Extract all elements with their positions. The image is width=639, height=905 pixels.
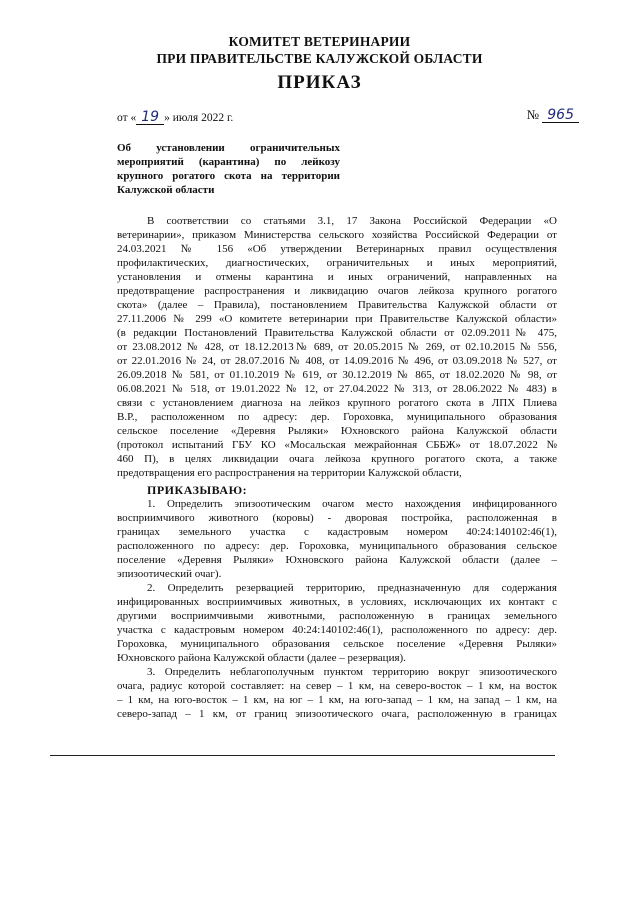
item-line: эпизоотический очаг). (117, 568, 222, 580)
item-line: северо-запад – 1 км, от границ эпизоотического очага, расположенную в границах (117, 708, 557, 720)
preamble-line: скота» (далее – Правила), постановлением Правительства Калужской области от (117, 299, 557, 311)
subject-line: Калужской области (117, 184, 215, 196)
item-line: 1. Определить эпизоотическим очагом место нахождения инфицированного (147, 498, 557, 510)
subject-line: крупного рогатого скота на территории (117, 170, 340, 182)
preamble-line: (протокол испытаний ГБУ КО «Мосальская межрайонная СББЖ» от 18.07.2022 № (117, 439, 557, 451)
item-line: поселение «Деревня Рыляки» Юхновского района Калужской области (далее – (117, 554, 557, 566)
subject-line: Об установлении ограничительных (117, 142, 340, 154)
preamble (117, 214, 557, 480)
order-number (527, 107, 579, 123)
committee-affiliation: ПРИ ПРАВИТЕЛЬСТВЕ КАЛУЖСКОЙ ОБЛАСТИ (156, 51, 483, 66)
document-title: ПРИКАЗ (277, 72, 362, 93)
preamble-line: предотвращение распространения и ликвидацию очагов лейкоза крупного рогатого (117, 285, 557, 297)
item-line: очага, радиус которой составляет: на север – 1 км, на северо-восток – 1 км, на восток (117, 680, 557, 692)
preamble-line: установления и отмены карантина и иных ограничений, направленных на (117, 271, 557, 283)
item-line: расположенного по адресу: дер. Гороховка, муниципального образования сельское (117, 540, 557, 552)
preamble-line: профилактических, диагностических, ограничительных и иных мероприятий, (117, 257, 557, 269)
preamble-line: от 22.01.2016 № 24, от 28.07.2016 № 408, от 14.09.2016 № 496, от 03.09.2018 № 527, от (117, 355, 557, 367)
order-item-2 (117, 581, 557, 665)
order-directive: ПРИКАЗЫВАЮ: (147, 483, 248, 497)
item-line: Юхновского района Калужской области (далее – резервация). (117, 652, 406, 664)
preamble-line: ветеринарии», приказом Министерства сельского хозяйства Российской Федерации от (117, 229, 557, 241)
preamble-line: 24.03.2021 № 156 «Об утверждении Ветеринарных правил осуществления (117, 243, 557, 255)
preamble-line: связи с установлением диагноза на лейкоз крупного рогатого скота в ЛПХ Плиева (117, 397, 557, 409)
order-subject (117, 141, 340, 197)
preamble-line: В соответствии со статьями 3.1, 17 Закона Российской Федерации «О (147, 215, 557, 227)
preamble-line: предотвращения его распространения на территории Калужской области, (117, 467, 462, 479)
order-item-3 (117, 665, 557, 721)
number-prefix: № (526, 107, 540, 122)
item-line: 3. Определить неблагополучным пунктом территорию вокруг эпизоотического (147, 666, 557, 678)
preamble-line: 460 П), в целях ликвидации очага лейкоза крупного рогатого скота, а также (117, 453, 557, 465)
preamble-line: 06.08.2021 № 518, от 19.01.2022 № 12, от 27.04.2022 № 313, от 28.06.2022 № 483) в (117, 383, 557, 395)
order-item-1 (117, 497, 557, 581)
preamble-line: 27.11.2006 № 299 «О комитете ветеринарии при Правительстве Калужской области» (117, 313, 557, 325)
item-line: участка с кадастровым номером 40:24:140102:46(1), расположенного по адресу: дер. (117, 624, 557, 636)
committee-name: КОМИТЕТ ВЕТЕРИНАРИИ (228, 34, 411, 49)
date-prefix: от « (117, 112, 137, 124)
subject-line: мероприятий (карантина) по лейкозу (117, 156, 340, 168)
preamble-line: (в редакции Постановлений Правительства Калужской области от 02.09.2011№ 475, (117, 327, 557, 339)
item-line: другими восприимчивыми животными, расположенную в границах земельного (117, 610, 557, 622)
item-line: Гороховка, муниципального образования сельское поселение «Деревня Рыляки» (117, 638, 557, 650)
item-line: инфицированных восприимчивых животных, в условиях, исключающих их контакт с (117, 596, 557, 608)
preamble-line: от 23.08.2012 № 428, от 18.12.2013№ 689, от 20.05.2015 № 269, от 02.10.2015 № 556, (117, 341, 557, 353)
number-value-handwritten: 965 (542, 109, 579, 123)
item-line: – 1 км, на юго-восток – 1 км, на юг – 1 км, на юго-запад – 1 км, на запад – 1 км, на (117, 694, 557, 706)
date-day-handwritten: 19 (136, 111, 164, 125)
order-date (117, 111, 233, 125)
preamble-line: 26.09.2018 № 581, от 01.10.2019 № 619, от 30.12.2019 № 865, от 18.02.2020 № 98, от (117, 369, 557, 381)
order-body (117, 214, 557, 721)
item-line: границах земельного участка с кадастровым номером 40:24:140102:46(1), (117, 526, 557, 538)
date-suffix: » июля 2022 г. (164, 112, 234, 124)
item-line: 2. Определить резервацией территорию, предназначенную для содержания (147, 582, 557, 594)
preamble-line: В.Р., расположенном по адресу: дер. Гороховка, муниципального образования (117, 411, 557, 423)
item-line: восприимчивого животного (коровы) - дворовая постройка, расположенная в (117, 512, 557, 524)
footer-divider (50, 755, 555, 756)
preamble-line: сельское поселение «Деревня Рыляки» Юхновского района Калужской области (117, 425, 557, 437)
